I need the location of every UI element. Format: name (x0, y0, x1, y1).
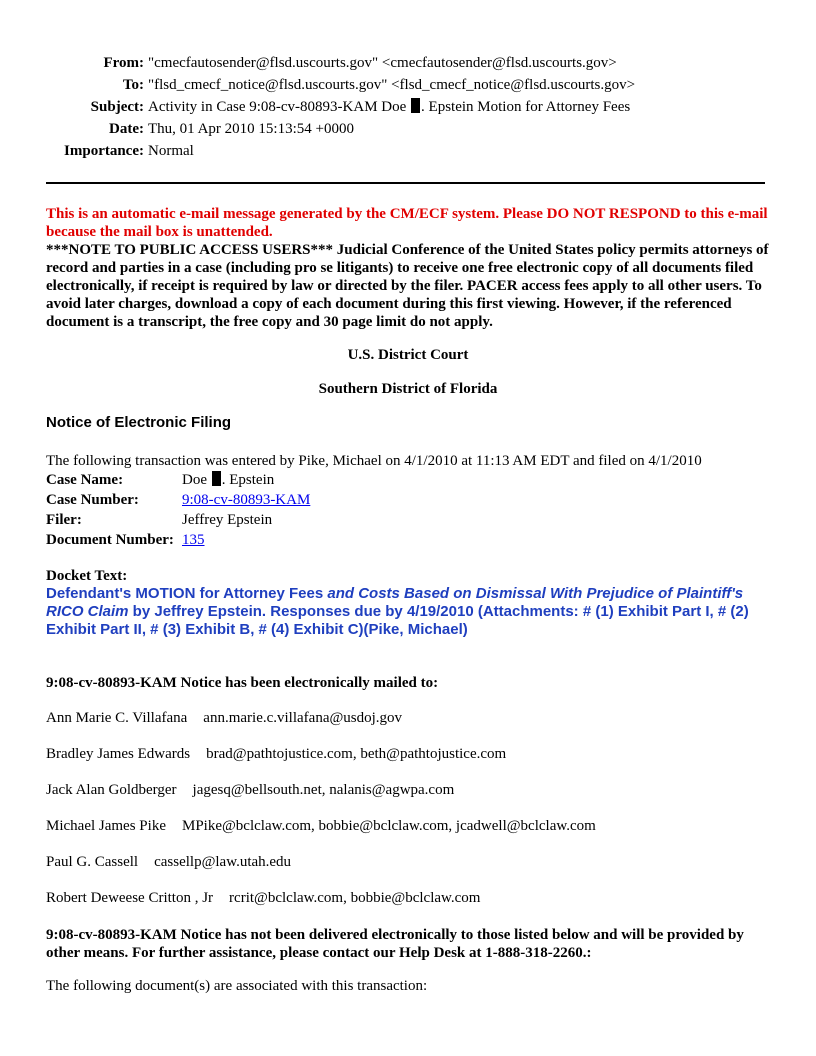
docket-text-label: Docket Text: (46, 568, 128, 584)
case-name-label: Case Name: (46, 472, 124, 488)
recipient-name: Robert Deweese Critton , Jr (46, 890, 214, 906)
recipient-emails: brad@pathtojustice.com, beth@pathtojustice.com (206, 746, 507, 762)
not-delivered-notice: 9:08-cv-80893-KAM Notice has not been delivered electronically to those listed below and will be provided by other means. For further assistance, please contact our Help Desk at 1-888-318-2260.: (46, 927, 744, 961)
subject-label: Subject: (90, 99, 144, 115)
recipient-row (46, 890, 480, 907)
filer-label: Filer: (46, 512, 82, 528)
from-row (46, 52, 635, 74)
filer-value: Jeffrey Epstein (182, 512, 273, 528)
email-header (46, 52, 635, 162)
recipient-name: Paul G. Cassell (46, 854, 139, 870)
case-number-row (46, 490, 312, 510)
case-name-row (46, 470, 312, 490)
to-row (46, 74, 635, 96)
court-name: U.S. District Court (347, 347, 469, 363)
recipient-row (46, 746, 506, 763)
case-number-link[interactable]: 9:08-cv-80893-KAM (182, 492, 311, 508)
recipient-name: Jack Alan Goldberger (46, 782, 177, 798)
to-value: "flsd_cmecf_notice@flsd.uscourts.gov" <flsd_cmecf_notice@flsd.uscourts.gov> (148, 77, 636, 93)
transaction-text: The following transaction was entered by Pike, Michael on 4/1/2010 at 11:13 AM EDT and filed on 4/1/2010 (46, 453, 702, 469)
recipient-row (46, 782, 454, 799)
auto-message-warning: This is an automatic e-mail message generated by the CM/ECF system. Please DO NOT RESPOND to this e-mail because the mail box is unattended. (46, 206, 768, 240)
recipient-emails: jagesq@bellsouth.net, nalanis@agwpa.com (192, 782, 455, 798)
mailed-heading: 9:08-cv-80893-KAM Notice has been electronically mailed to: (46, 675, 439, 691)
case-name-value: Doe . Epstein (182, 472, 275, 488)
case-info (46, 470, 312, 550)
redaction-block (212, 471, 221, 486)
date-label: Date: (109, 121, 144, 137)
subject-value: Activity in Case 9:08-cv-80893-KAM Doe . Epstein Motion for Attorney Fees (148, 99, 631, 115)
case-number-label: Case Number: (46, 492, 139, 508)
nef-heading: Notice of Electronic Filing (46, 414, 232, 431)
importance-row (46, 140, 635, 162)
importance-value: Normal (148, 143, 194, 159)
header-divider (46, 182, 765, 184)
date-row (46, 118, 635, 140)
recipient-emails: ann.marie.c.villafana@usdoj.gov (203, 710, 403, 726)
to-label: To: (122, 77, 144, 93)
recipient-emails: MPike@bclclaw.com, bobbie@bclclaw.com, jcadwell@bclclaw.com (181, 818, 596, 834)
recipient-row (46, 818, 596, 835)
filer-row (46, 510, 312, 530)
document-number-row (46, 530, 312, 550)
redaction-block (411, 98, 420, 113)
recipient-row (46, 854, 291, 871)
subject-row (46, 96, 635, 118)
recipient-name: Ann Marie C. Villafana (46, 710, 188, 726)
notice-block (46, 205, 776, 331)
date-value: Thu, 01 Apr 2010 15:13:54 +0000 (148, 121, 354, 137)
importance-label: Importance: (64, 143, 144, 159)
recipient-name: Bradley James Edwards (46, 746, 191, 762)
recipient-emails: rcrit@bclclaw.com, bobbie@bclclaw.com (229, 890, 481, 906)
recipient-emails: cassellp@law.utah.edu (154, 854, 292, 870)
from-label: From: (103, 55, 144, 71)
recipient-row (46, 710, 402, 727)
court-district: Southern District of Florida (318, 381, 498, 397)
associated-documents-text: The following document(s) are associated with this transaction: (46, 978, 428, 994)
document-number-link[interactable]: 135 (182, 532, 205, 548)
recipient-name: Michael James Pike (46, 818, 166, 834)
document-number-label: Document Number: (46, 532, 174, 548)
docket-text: Defendant's MOTION for Attorney Fees and Costs Based on Dismissal With Prejudice of Plaintiff's RICO Claim by Jeffrey Epstein. Responses due by 4/19/2010 (Attachments: # (1) Exhibit Part I, # (2) Exhibit Part II, # (3) Exhibit B, # (4) Exhibit C)(Pike, Michael) (46, 585, 749, 638)
from-value: "cmecfautosender@flsd.uscourts.gov" <cmecfautosender@flsd.uscourts.gov> (148, 55, 617, 71)
public-access-note: ***NOTE TO PUBLIC ACCESS USERS*** Judicial Conference of the United States policy permits attorneys of record and parties in a case (including pro se litigants) to receive one free electronic copy of all documents filed electronically, if receipt is required by law or directed by the filer. PACER access fees apply to all other users. To avoid later charges, download a copy of each document during this first viewing. However, if the referenced document is a transcript, the free copy and 30 page limit do not apply. (46, 242, 769, 330)
